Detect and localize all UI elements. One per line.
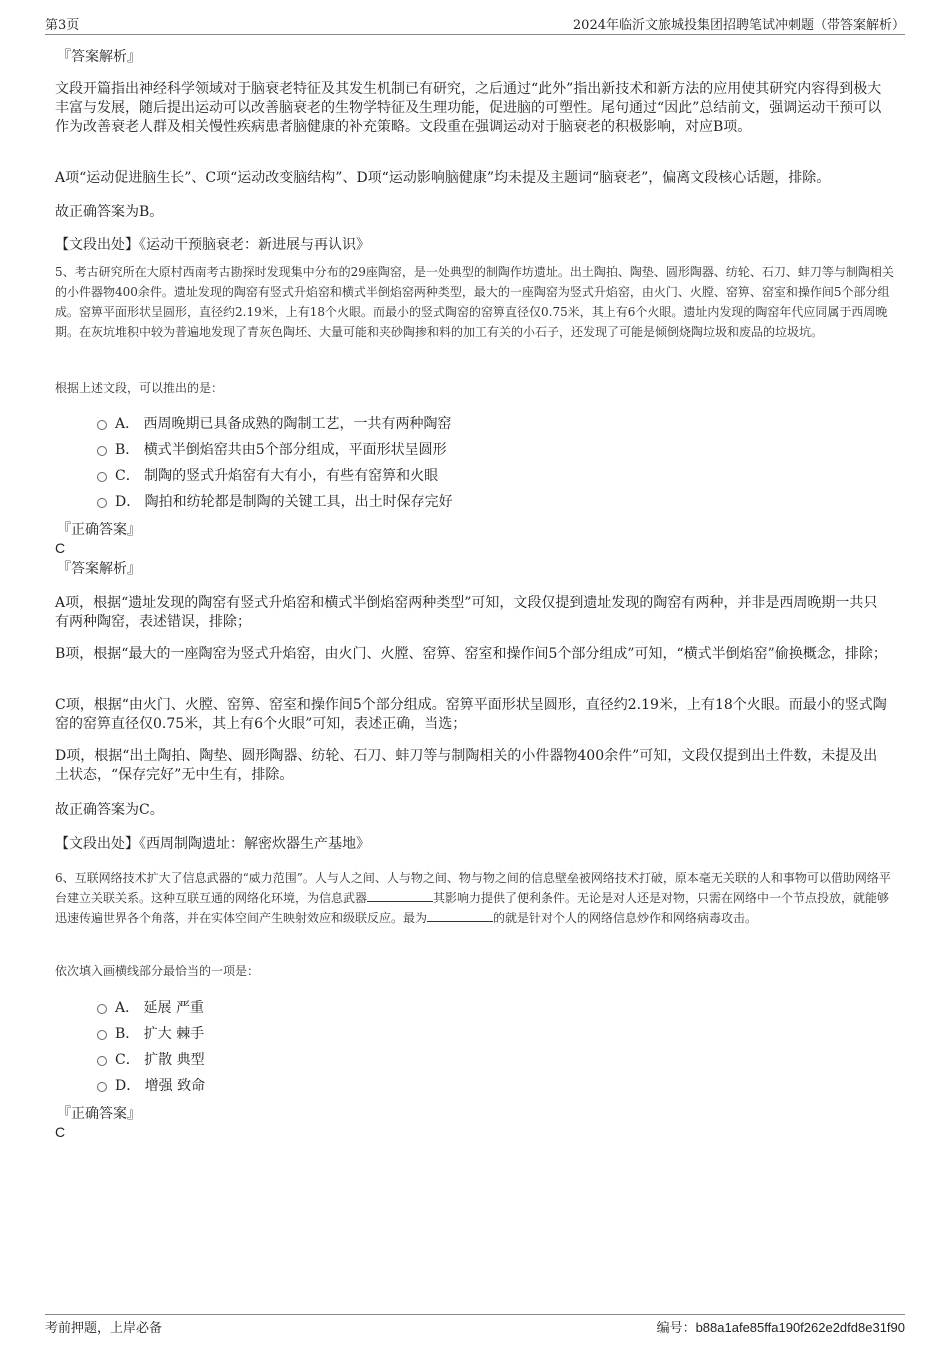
q4-analysis-p2: A项“运动促进脑生长”、C项“运动改变脑结构”、D项“运动影响脑健康”均未提及主题词“脑衰老”，偏离文段核心话题，排除。	[55, 170, 831, 186]
q5-option-c[interactable]	[97, 463, 815, 489]
q6-stem-part2: 其影响力提供了便利条件。无论是对人还是对物，只需在网络中一个节点投放，就能够迅速传遍世界各个角落，并在实体空间产生映射效应和级联反应。最为	[55, 891, 890, 925]
q4-analysis-p1: 文段开篇指出神经科学领域对于脑衰老特征及其发生机制已有研究，之后通过“此外”指出新技术和新方法的应用使其研究内容得到极大丰富与发展，随后提出运动可以改善脑衰老的生物学特征及生理功能，促进脑的可塑性。尾句通过“因此”总结前文，强调运动干预可以作为改善衰老人群及相关慢性疾病患者脑健康的补充策略。文段重在强调运动对于脑衰老的积极影响，对应B项。	[55, 81, 882, 135]
q5-prompt: 根据上述文段，可以推出的是：	[55, 381, 224, 395]
q5-analysis-conclusion: 故正确答案为C。	[55, 802, 164, 818]
q6-blank-2	[427, 909, 493, 922]
q5-answer: C	[55, 540, 66, 556]
q5-option-a[interactable]	[97, 411, 815, 437]
q5-option-a-text: A． 西周晚期已具备成熟的陶制工艺，一共有两种陶窑	[115, 416, 452, 432]
footer-code-label: 编号：	[656, 1320, 696, 1335]
q4-analysis-p3: 故正确答案为B。	[55, 204, 164, 220]
footer-slogan: 考前押题，上岸必备	[45, 1321, 163, 1336]
q6-blank-1	[367, 889, 433, 902]
q6-stem	[55, 868, 895, 928]
q5-option-c-text: C． 制陶的竖式升焰窑有大有小，有些有窑箅和火眼	[115, 468, 439, 484]
q6-stem-part3: 的就是针对个人的网络信息炒作和网络病毒攻击。	[493, 911, 758, 925]
page-number: 第3页	[45, 18, 80, 33]
q5-option-b[interactable]	[97, 437, 815, 463]
document-title: 2024年临沂文旅城投集团招聘笔试冲刺题（带答案解析）	[572, 18, 905, 33]
q5-analysis-a: A项，根据“遗址发现的陶窑有竖式升焰窑和横式半倒焰窑两种类型”可知，文段仅提到遗址发现的陶窑有两种，并非是西周晚期一共只有两种陶窑，表述错误，排除；	[55, 595, 878, 630]
footer-code-value: b88a1afe85ffa190f262e2dfd8e31f90	[695, 1320, 905, 1335]
q5-option-d-text: D． 陶拍和纺轮都是制陶的关键工具，出土时保存完好	[115, 494, 453, 510]
q6-option-b[interactable]	[97, 1021, 815, 1047]
footer-code	[657, 1317, 905, 1336]
q5-source: 【文段出处】《西周制陶遗址：解密炊器生产基地》	[55, 836, 370, 852]
q6-option-b-text: B． 扩大 棘手	[115, 1026, 205, 1042]
q5-analysis-d: D项，根据“出土陶拍、陶垫、圆形陶器、纺轮、石刀、蚌刀等与制陶相关的小件器物400余件”可知，文段仅提到出土件数，未提及出土状态，“保存完好”无中生有，排除。	[55, 748, 878, 783]
radio-icon[interactable]	[97, 1056, 107, 1066]
q6-answer-label: 『正确答案』	[57, 1106, 141, 1122]
q6-options	[55, 995, 815, 1099]
radio-icon[interactable]	[97, 446, 107, 456]
q5-option-d[interactable]	[97, 489, 815, 515]
radio-icon[interactable]	[97, 498, 107, 508]
q5-option-b-text: B． 横式半倒焰窑共由5个部分组成，平面形状呈圆形	[115, 442, 447, 458]
q5-analysis-label: 『答案解析』	[57, 561, 141, 577]
radio-icon[interactable]	[97, 1082, 107, 1092]
radio-icon[interactable]	[97, 1004, 107, 1014]
radio-icon[interactable]	[97, 1030, 107, 1040]
q5-analysis-c: C项，根据“由火门、火膛、窑箅、窑室和操作间5个部分组成。窑箅平面形状呈圆形，直径约2.19米，上有18个火眼。而最小的竖式陶窑的窑箅直径仅0.75米，其上有6个火眼”可知，表述正确，当选；	[55, 697, 887, 732]
q6-answer: C	[55, 1124, 66, 1140]
q5-analysis-b: B项，根据“最大的一座陶窑为竖式升焰窑，由火门、火膛、窑箅、窑室和操作间5个部分组成”可知，“横式半倒焰窑”偷换概念，排除；	[55, 646, 887, 662]
page-header	[45, 14, 905, 35]
q6-option-c[interactable]	[97, 1047, 815, 1073]
q5-stem: 5、考古研究所在大原村西南考古勘探时发现集中分布的29座陶窑，是一处典型的制陶作坊遗址。出土陶拍、陶垫、圆形陶器、纺轮、石刀、蚌刀等与制陶相关的小件器物400余件。遗址发现的陶窑有竖式升焰窑和横式半倒焰窑两种类型，最大的一座陶窑为竖式升焰窑，由火门、火膛、窑箅、窑室和操作间5个部分组成。窑箅平面形状呈圆形，直径约2.19米，上有18个火眼。而最小的竖式陶窑的窑箅直径仅0.75米，其上有6个火眼。遗址内发现的陶窑年代应同属于西周晚期。在灰坑堆积中较为普遍地发现了青灰色陶坯、大量可能和夹砂陶掺和料的加工有关的小石子，还发现了可能是倾倒烧陶垃圾和废品的垃圾坑。	[55, 265, 894, 339]
radio-icon[interactable]	[97, 420, 107, 430]
q6-option-a[interactable]	[97, 995, 815, 1021]
q6-option-c-text: C． 扩散 典型	[115, 1052, 205, 1068]
page-footer	[45, 1314, 905, 1336]
q4-analysis-label: 『答案解析』	[57, 49, 141, 65]
q6-option-d[interactable]	[97, 1073, 815, 1099]
q5-answer-label: 『正确答案』	[57, 522, 141, 538]
q6-option-a-text: A． 延展 严重	[115, 1000, 205, 1016]
q6-prompt: 依次填入画横线部分最恰当的一项是：	[55, 964, 260, 978]
q6-stem-part1: 6、互联网络技术扩大了信息武器的“威力范围”。人与人之间、人与物之间、物与物之间的信息壁垒被网络技术打破，原本毫无关联的人和事物可以借助网络平台建立关联关系。这种互联互通的网络化环境，为信息武器	[55, 871, 891, 905]
q6-option-d-text: D． 增强 致命	[115, 1078, 206, 1094]
q5-options	[55, 411, 815, 515]
q4-source: 【文段出处】《运动干预脑衰老：新进展与再认识》	[55, 237, 370, 253]
radio-icon[interactable]	[97, 472, 107, 482]
